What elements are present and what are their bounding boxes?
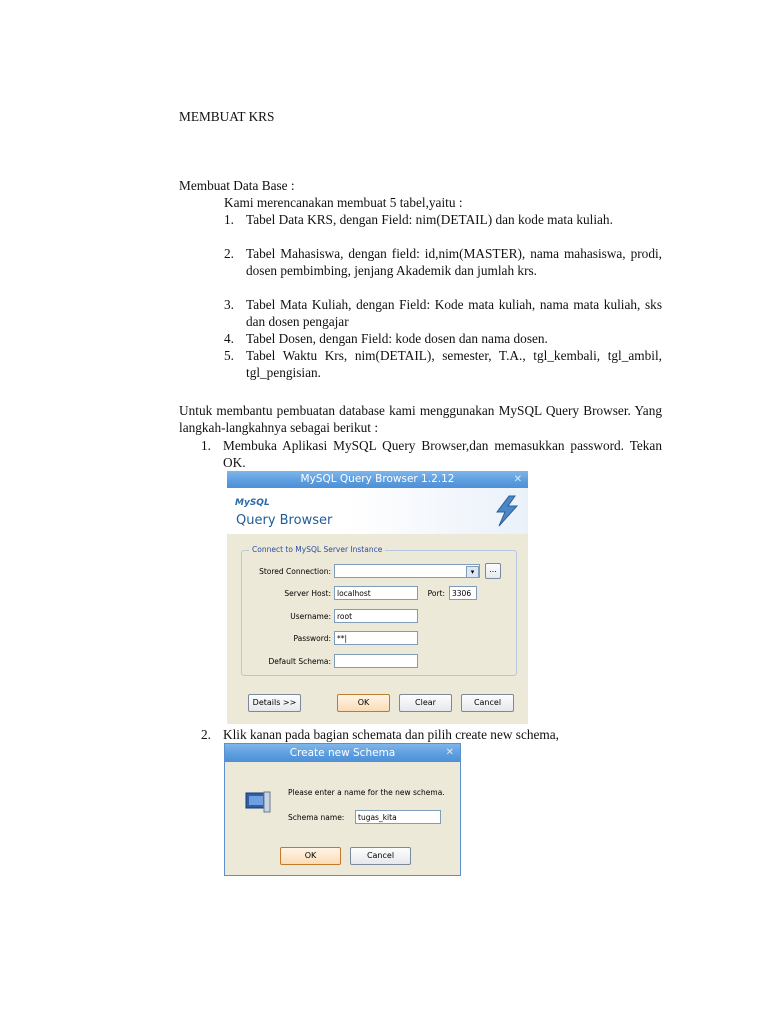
login-dialog <box>227 471 528 724</box>
schema-dialog-title: Create new Schema <box>289 747 396 759</box>
list-item: 1. Membuka Aplikasi MySQL Query Browser,dan memasukkan password. Tekan OK. <box>201 438 662 470</box>
stored-connection-label: Stored Connection: <box>259 567 331 576</box>
list-item: 1. Tabel Data KRS, dengan Field: nim(DETAIL) dan kode mata kuliah. <box>224 212 613 227</box>
clear-button[interactable]: Clear <box>399 694 452 712</box>
intro-text: Kami merencanakan membuat 5 tabel,yaitu : <box>224 195 463 210</box>
tables-list <box>224 211 662 381</box>
query-browser-logo: Query Browser <box>236 513 333 528</box>
cancel-button[interactable]: Cancel <box>350 847 411 865</box>
page-title: MEMBUAT KRS <box>179 109 275 124</box>
schema-dialog-titlebar <box>225 744 460 762</box>
default-schema-label: Default Schema: <box>268 657 331 666</box>
steps-list <box>201 437 662 471</box>
group-title: Connect to MySQL Server Instance <box>249 545 385 554</box>
mysql-logo: MySQL <box>235 498 270 508</box>
close-icon[interactable]: ✕ <box>445 747 454 758</box>
server-host-input[interactable]: localhost <box>334 586 418 600</box>
login-banner <box>227 488 528 534</box>
section-heading: Membuat Data Base : <box>179 178 295 193</box>
server-host-label: Server Host: <box>284 589 331 598</box>
schema-name-label: Schema name: <box>288 813 345 822</box>
stored-connection-select[interactable] <box>334 564 480 578</box>
list-item: 2. Tabel Mahasiswa, dengan field: id,nim(MASTER), nama mahasiswa, prodi, dosen pembimbing, jenjang Akademik dan jumlah krs. <box>224 246 662 278</box>
list-item: 4. Tabel Dosen, dengan Field: kode dosen dan nama dosen. <box>224 331 548 346</box>
password-label: Password: <box>293 634 331 643</box>
schema-name-input[interactable]: tugas_kita <box>355 810 441 824</box>
list-item: 5. Tabel Waktu Krs, nim(DETAIL), semester, T.A., tgl_kembali, tgl_ambil, tgl_pengisian. <box>224 348 662 380</box>
default-schema-input[interactable] <box>334 654 418 668</box>
instructions-paragraph: Untuk membantu pembuatan database kami menggunakan MySQL Query Browser. Yang langkah-langkahnya sebagai berikut : <box>179 403 662 435</box>
login-dialog-titlebar <box>227 471 528 488</box>
cancel-button[interactable]: Cancel <box>461 694 514 712</box>
password-input[interactable]: **| <box>334 631 418 645</box>
close-icon[interactable]: ✕ <box>513 474 522 485</box>
ellipsis-button[interactable]: ... <box>485 563 501 579</box>
list-item: 2. Klik kanan pada bagian schemata dan pilih create new schema, <box>201 727 559 742</box>
username-label: Username: <box>290 612 331 621</box>
port-input[interactable]: 3306 <box>449 586 477 600</box>
schema-dialog <box>224 743 461 876</box>
ok-button[interactable]: OK <box>337 694 390 712</box>
username-input[interactable]: root <box>334 609 418 623</box>
lightning-icon <box>489 494 523 528</box>
details-button[interactable]: Details >> <box>248 694 301 712</box>
chevron-down-icon[interactable]: ▾ <box>466 566 479 578</box>
steps-list-2 <box>201 726 662 743</box>
database-icon <box>245 790 271 814</box>
schema-prompt: Please enter a name for the new schema. <box>288 788 445 797</box>
port-label: Port: <box>427 589 445 598</box>
login-dialog-title: MySQL Query Browser 1.2.12 <box>300 473 455 485</box>
ok-button[interactable]: OK <box>280 847 341 865</box>
list-item: 3. Tabel Mata Kuliah, dengan Field: Kode mata kuliah, nama mata kuliah, sks dan dosen pengajar <box>224 297 662 329</box>
